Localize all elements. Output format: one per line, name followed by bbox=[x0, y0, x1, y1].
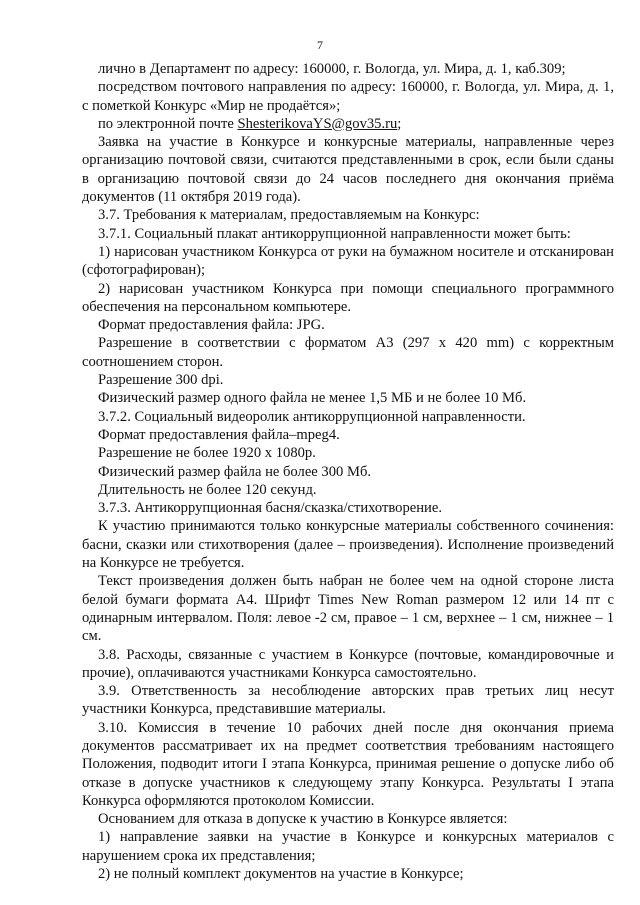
paragraph-3-7-heading: 3.7. Требования к материалам, предоставляемым на Конкурс: bbox=[98, 207, 480, 224]
paragraph-postal-deadline: Заявка на участие в Конкурсе и конкурсные материалы, направленные через организацию почтовой связи, считаются представленными в срок, если были сданы в организацию почтовой связи до 24 часов последнего дня окончания приёма документов (11 октября 2019 года). bbox=[82, 134, 614, 206]
paragraph-video-file-size: Физический размер файла не более 300 Мб. bbox=[98, 463, 372, 480]
email-prefix: по электронной почте bbox=[98, 115, 238, 132]
paragraph-poster-dpi: Разрешение 300 dpi. bbox=[98, 372, 224, 389]
paragraph-submit-by-email bbox=[82, 115, 614, 133]
page-number: 7 bbox=[317, 38, 323, 52]
paragraph-video-format: Формат предоставления файла–mpeg4. bbox=[98, 426, 340, 443]
email-link[interactable]: ShesterikovaYS@gov35.ru bbox=[237, 115, 398, 132]
paragraph-refusal-incomplete: 2) не полный комплект документов на участие в Конкурсе; bbox=[98, 866, 464, 883]
paragraph-poster-resolution-a3: Разрешение в соответствии с форматом А3 (297 х 420 mm) с корректным соотношением сторон. bbox=[82, 335, 614, 370]
paragraph-3-7-2-heading: 3.7.2. Социальный видеоролик антикоррупционной направленности. bbox=[98, 408, 526, 425]
email-suffix: ; bbox=[397, 115, 402, 132]
paragraph-3-9-copyright: 3.9. Ответственность за несоблюдение авторских прав третьих лиц несут участники Конкурса, представившие материалы. bbox=[82, 683, 614, 718]
document-body bbox=[82, 60, 614, 883]
paragraph-refusal-late: 1) направление заявки на участие в Конкурсе и конкурсных материалов с нарушением срока их представления; bbox=[82, 829, 614, 864]
paragraph-poster-software: 2) нарисован участником Конкурса при помощи специального программного обеспечения на персональном компьютере. bbox=[82, 280, 614, 315]
paragraph-poster-format: Формат предоставления файла: JPG. bbox=[98, 317, 325, 334]
paragraph-video-duration: Длительность не более 120 секунд. bbox=[98, 481, 317, 498]
paragraph-3-8-expenses: 3.8. Расходы, связанные с участием в Конкурсе (почтовые, командировочные и прочие), оплачиваются участниками Конкурса самостоятельно. bbox=[82, 646, 614, 681]
paragraph-submit-by-post: посредством почтового направления по адресу: 160000, г. Вологда, ул. Мира, д. 1, с пометкой Конкурс «Мир не продаётся»; bbox=[82, 79, 614, 114]
paragraph-3-7-1-heading: 3.7.1. Социальный плакат антикоррупционной направленности может быть: bbox=[98, 225, 571, 242]
paragraph-refusal-grounds: Основанием для отказа в допуске к участию в Конкурсе является: bbox=[98, 811, 508, 828]
paragraph-video-resolution: Разрешение не более 1920 х 1080р. bbox=[98, 445, 316, 462]
paragraph-text-formatting: Текст произведения должен быть набран не более чем на одной стороне листа белой бумаги формата А4. Шрифт Times New Roman размером 12 или 14 пт с одинарным интервалом. Поля: левое -2 см, правое – 1 см, верхнее – 1 см, нижнее – 1 см. bbox=[82, 573, 614, 645]
paragraph-3-7-3-heading: 3.7.3. Антикоррупционная басня/сказка/стихотворение. bbox=[98, 500, 442, 517]
paragraph-poster-file-size: Физический размер одного файла не менее 1,5 МБ и не более 10 Мб. bbox=[98, 390, 527, 407]
paragraph-works-accepted: К участию принимаются только конкурсные материалы собственного сочинения: басни, сказки или стихотворения (далее – произведения). Исполнение произведений на Конкурсе не требуется. bbox=[82, 518, 614, 572]
paragraph-3-10-commission: 3.10. Комиссия в течение 10 рабочих дней после дня окончания приема документов рассматривает их на предмет соответствия требованиям настоящего Положения, подводит итоги I этапа Конкурса, принимая решение о допуске либо об отказе в допуске участников к следующему этапу Конкурса. Результаты I этапа Конкурса оформляются протоколом Комиссии. bbox=[82, 719, 614, 809]
paragraph-poster-hand-drawn: 1) нарисован участником Конкурса от руки на бумажном носителе и отсканирован (сфотографирован); bbox=[82, 243, 614, 279]
paragraph-submit-in-person: лично в Департамент по адресу: 160000, г. Вологда, ул. Мира, д. 1, каб.309; bbox=[98, 61, 566, 77]
